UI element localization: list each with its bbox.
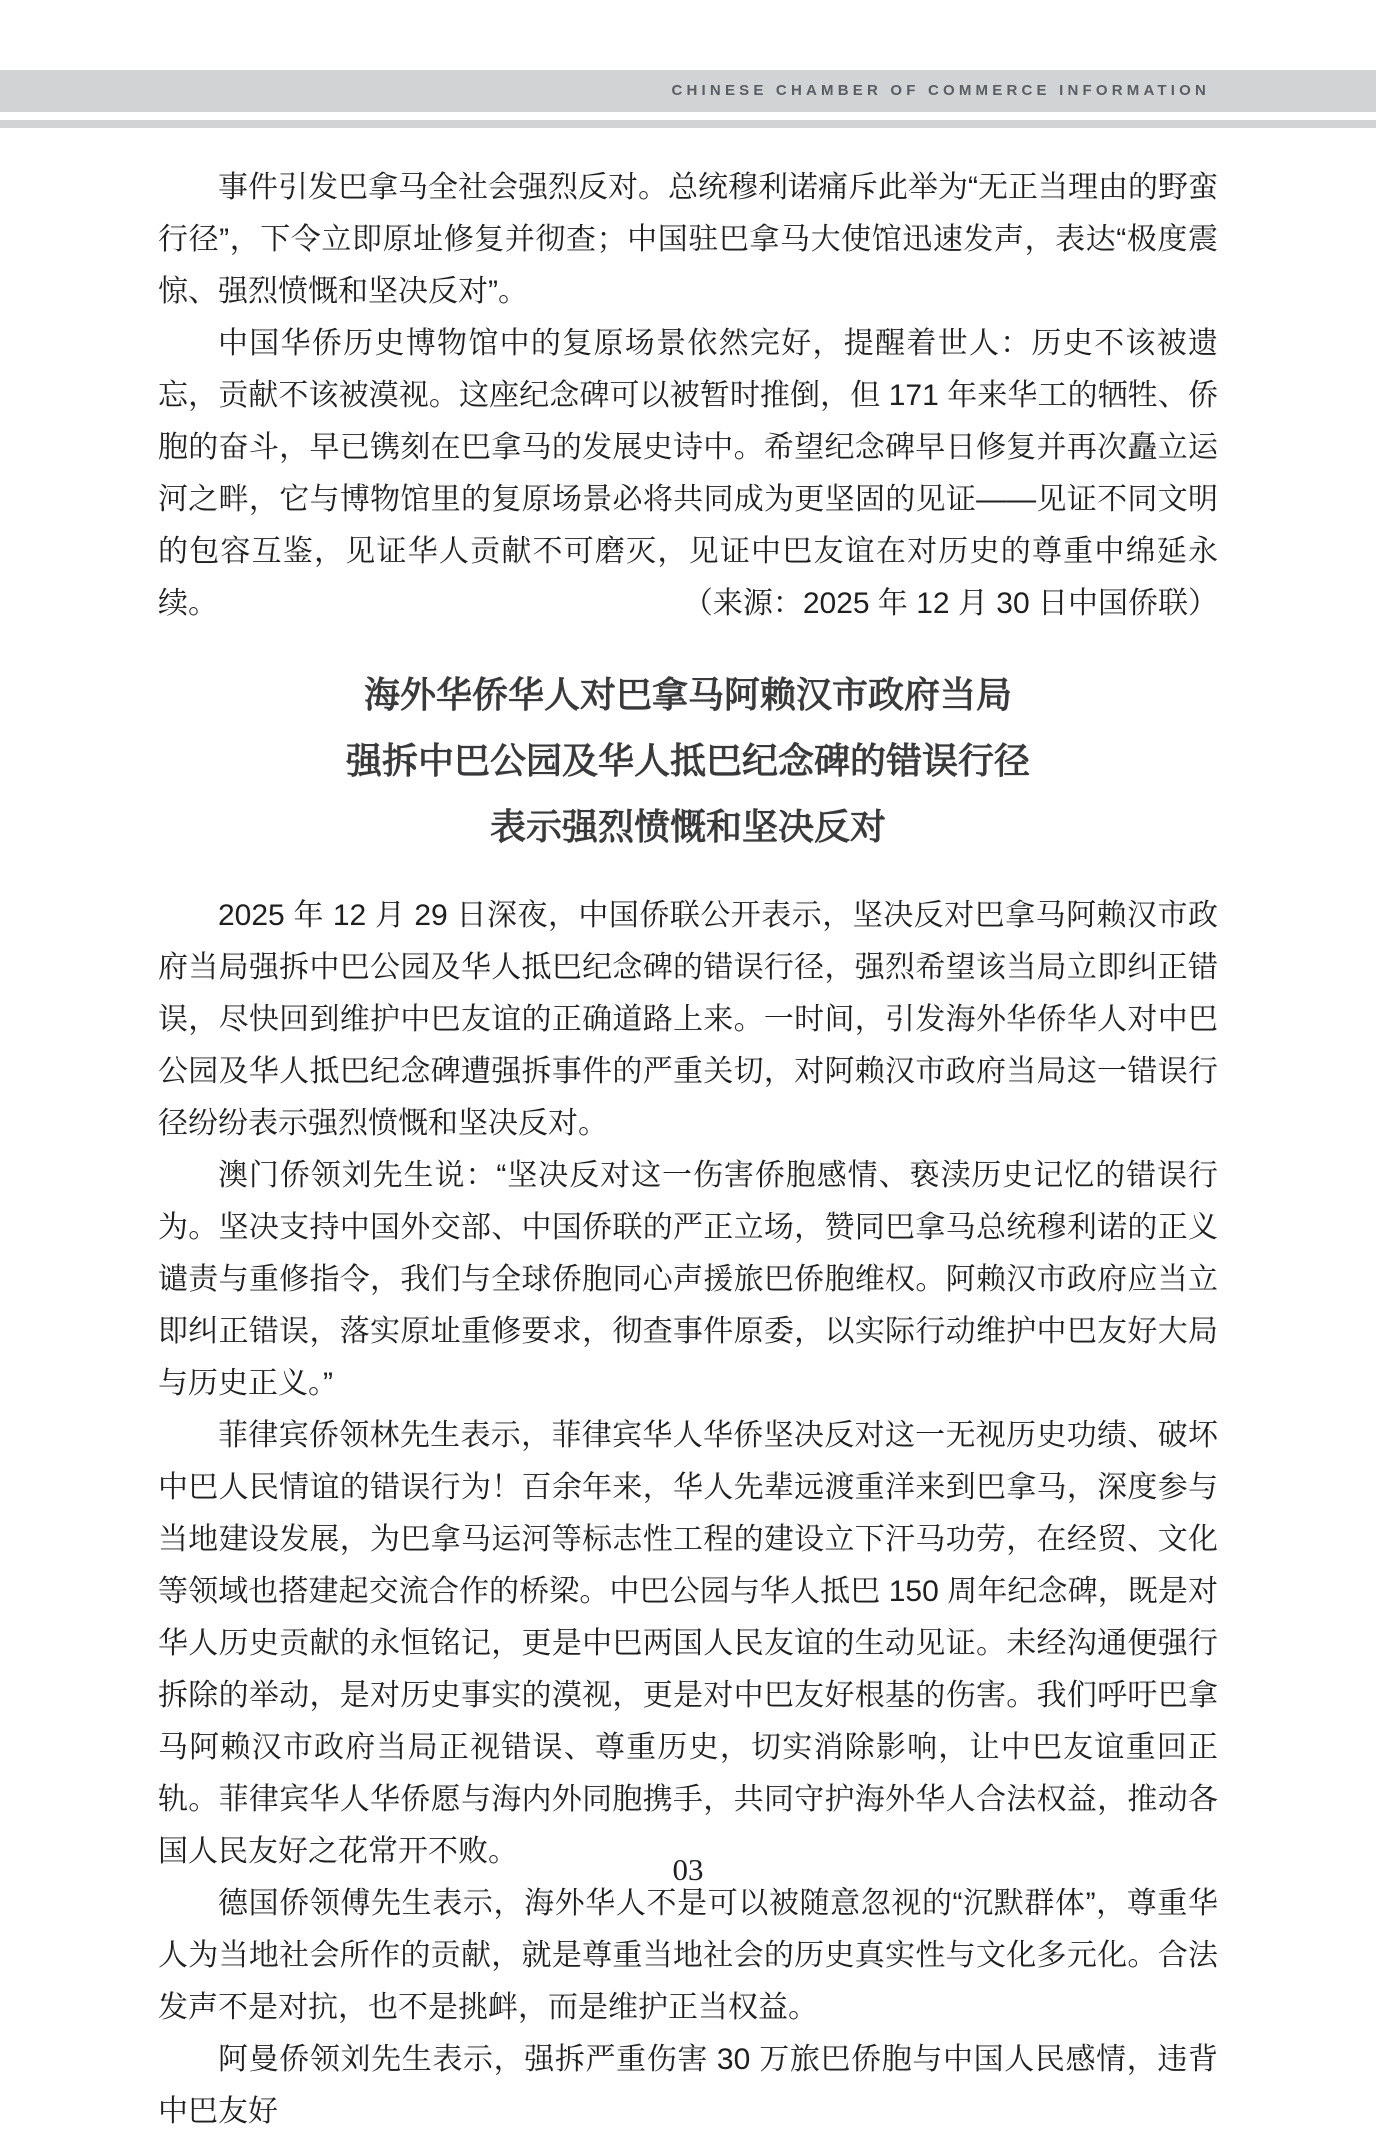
page-number: 03 (672, 1852, 704, 1887)
article-title-line-3: 表示强烈愤慨和坚决反对 (489, 806, 886, 847)
article-paragraph: 澳门侨领刘先生说：“坚决反对这一伤害侨胞感情、亵渎历史记忆的错误行为。坚决支持中国外交部、中国侨联的严正立场，赞同巴拿马总统穆利诺的正义谴责与重修指令，我们与全球侨胞同心声援旅巴侨胞维权。阿赖汉市政府应当立即纠正错误，落实原址重修要求，彻查事件原委，以实际行动维护中巴友好大局与历史正义。” (158, 1159, 1218, 1400)
header-banner (0, 70, 1376, 112)
article-title-line-1: 海外华侨华人对巴拿马阿赖汉市政府当局 (363, 674, 1012, 715)
prev-article-paragraph: 事件引发巴拿马全社会强烈反对。总统穆利诺痛斥此举为“无正当理由的野蛮行径”，下令立即原址修复并彻查；中国驻巴拿马大使馆迅速发声，表达“极度震惊、强烈愤慨和坚决反对”。 (158, 171, 1218, 308)
prev-article-paragraph (158, 318, 1218, 630)
document-content (158, 162, 1218, 2138)
prev-article-paragraph-text: 中国华侨历史博物馆中的复原场景依然完好，提醒着世人：历史不该被遗忘，贡献不该被漠视。这座纪念碑可以被暂时推倒，但 171 年来华工的牺牲、侨胞的奋斗，早已镌刻在巴拿马的发展史诗中。希望纪念碑早日修复并再次矗立运河之畔，它与博物馆里的复原场景必将共同成为更坚固的见证——见证不同文明的包容互鉴，见证华人贡献不可磨灭，见证中巴友谊在对历史的尊重中绵延永续。 (158, 327, 1218, 620)
header-banner-strip (0, 120, 1376, 128)
article-title-line-2: 强拆中巴公园及华人抵巴纪念碑的错误行径 (345, 740, 1030, 781)
source-label: （来源：2025 年 12 月 30 日中国侨联） (682, 587, 1218, 620)
article-paragraph: 德国侨领傅先生表示，海外华人不是可以被随意忽视的“沉默群体”，尊重华人为当地社会所作的贡献，就是尊重当地社会的历史真实性与文化多元化。合法发声不是对抗，也不是挑衅，而是维护正当权益。 (158, 1887, 1218, 2024)
header-banner-title: CHINESE CHAMBER OF COMMERCE INFORMATION (671, 82, 1210, 99)
article-title (158, 662, 1218, 860)
article-paragraph: 阿曼侨领刘先生表示，强拆严重伤害 30 万旅巴侨胞与中国人民感情，违背中巴友好 (158, 2043, 1218, 2128)
article-paragraph: 菲律宾侨领林先生表示，菲律宾华人华侨坚决反对这一无视历史功绩、破坏中巴人民情谊的错误行为！百余年来，华人先辈远渡重洋来到巴拿马，深度参与当地建设发展，为巴拿马运河等标志性工程的建设立下汗马功劳，在经贸、文化等领域也搭建起交流合作的桥梁。中巴公园与华人抵巴 150 周年纪念碑，既是对华人历史贡献的永恒铭记，更是中巴两国人民友谊的生动见证。未经沟通便强行拆除的举动，是对历史事实的漠视，更是对中巴友好根基的伤害。我们呼吁巴拿马阿赖汉市政府当局正视错误、尊重历史，切实消除影响，让中巴友谊重回正轨。菲律宾华人华侨愿与海内外同胞携手，共同守护海外华人合法权益，推动各国人民友好之花常开不败。 (158, 1419, 1218, 1868)
article-paragraph: 2025 年 12 月 29 日深夜，中国侨联公开表示，坚决反对巴拿马阿赖汉市政府当局强拆中巴公园及华人抵巴纪念碑的错误行径，强烈希望该当局立即纠正错误，尽快回到维护中巴友谊的正确道路上来。一时间，引发海外华侨华人对中巴公园及华人抵巴纪念碑遭强拆事件的严重关切，对阿赖汉市政府当局这一错误行径纷纷表示强烈愤慨和坚决反对。 (158, 899, 1218, 1140)
